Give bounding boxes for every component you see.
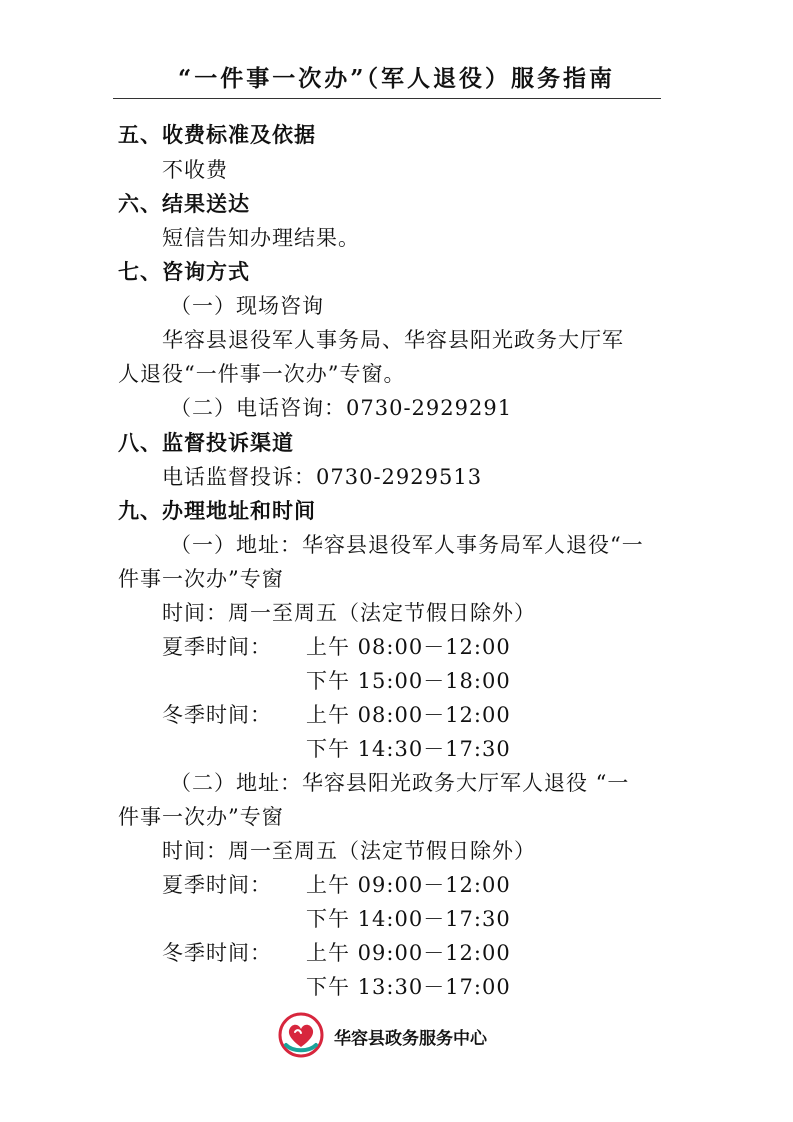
address-text: （一）地址：华容县退役军人事务局军人退役“一 [170,533,644,557]
heart-emblem-icon [278,1012,324,1058]
time-range: 下午 14:30－17:30 [306,737,511,761]
time-range: 下午 15:00－18:00 [306,669,511,693]
footer-org-name: 华容县政务服务中心 [334,1029,487,1049]
section-text: 短信告知办理结果。 [162,226,360,250]
footer [278,1012,538,1062]
hours-text: 时间：周一至周五（法定节假日除外） [162,601,536,625]
section-heading: 五、收费标准及依据 [118,123,316,147]
hours-text: 时间：周一至周五（法定节假日除外） [162,839,536,863]
section-text: 人退役“一件事一次办”专窗。 [118,362,406,386]
time-range: 上午 09:00－12:00 [306,941,511,965]
section-text: 不收费 [162,158,228,182]
time-range: 上午 08:00－12:00 [306,703,511,727]
season-label: 夏季时间： [162,873,272,897]
section-text: （一）现场咨询 [170,294,324,318]
complaint-phone-text: 电话监督投诉：0730-2929513 [162,465,483,489]
time-range: 上午 09:00－12:00 [306,873,511,897]
address-text: 件事一次办”专窗 [118,805,284,829]
season-label: 夏季时间： [162,635,272,659]
season-label: 冬季时间： [162,941,272,965]
section-heading: 八、监督投诉渠道 [118,431,294,455]
section-heading: 七、咨询方式 [118,260,250,284]
title-divider [113,98,661,99]
time-range: 上午 08:00－12:00 [306,635,511,659]
address-text: （二）地址：华容县阳光政务大厅军人退役 “一 [170,771,630,795]
document-title: “一件事一次办”（军人退役）服务指南 [178,65,615,92]
section-heading: 六、结果送达 [118,192,250,216]
section-text: 华容县退役军人事务局、华容县阳光政务大厅军 [162,328,624,352]
address-text: 件事一次办”专窗 [118,567,284,591]
time-range: 下午 14:00－17:30 [306,907,511,931]
phone-consult-text: （二）电话咨询：0730-2929291 [170,396,513,420]
section-heading: 九、办理地址和时间 [118,499,316,523]
time-range: 下午 13:30－17:00 [306,975,511,999]
season-label: 冬季时间： [162,703,272,727]
